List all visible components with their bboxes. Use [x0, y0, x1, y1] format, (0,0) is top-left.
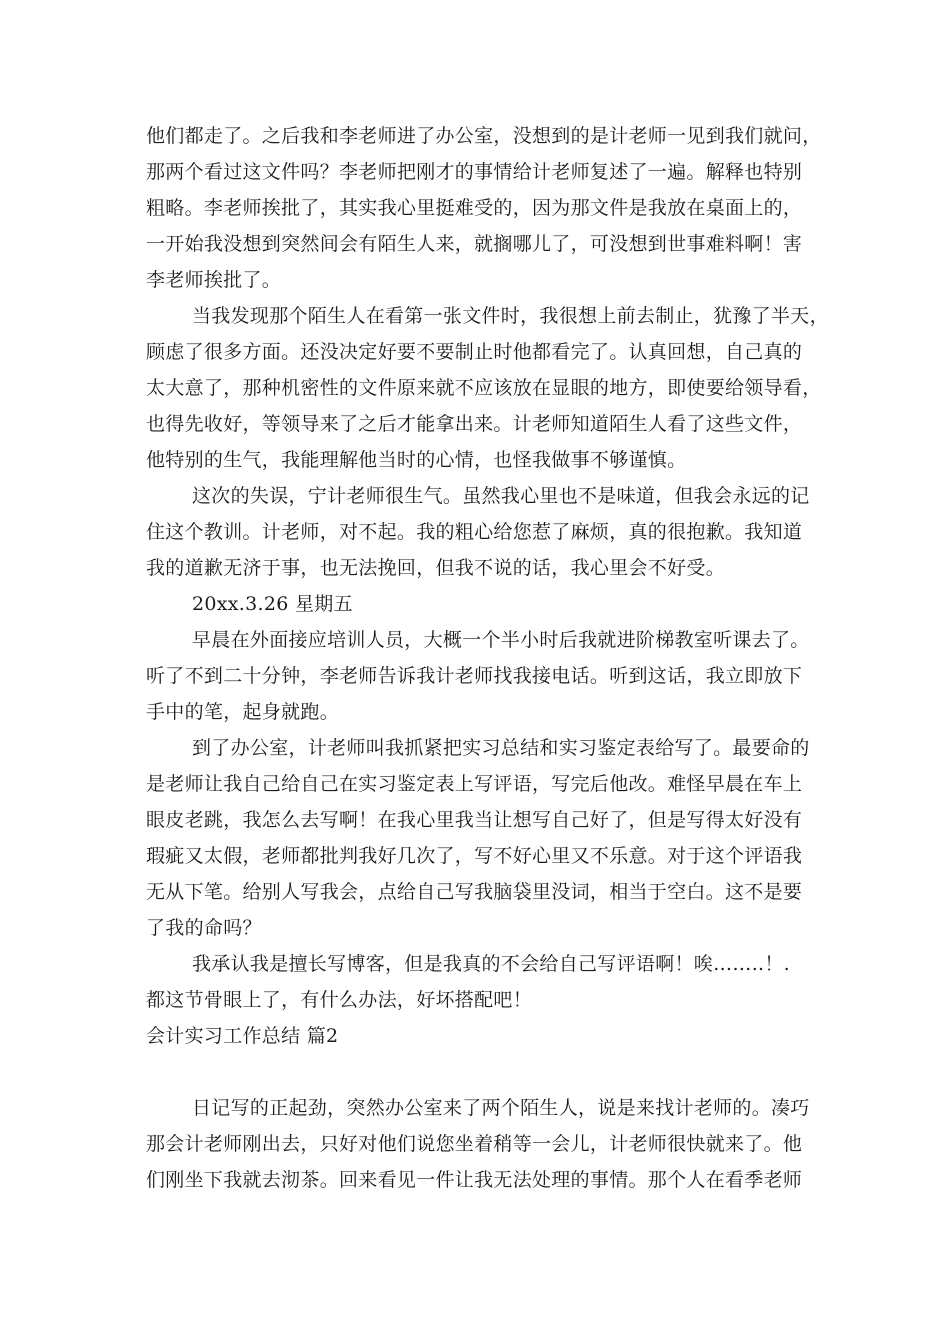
text-line: 李老师挨批了。 — [146, 269, 282, 291]
paragraph-first-line: 这次的失误，宁计老师很生气。虽然我心里也不是味道，但我会永远的记 — [192, 485, 810, 507]
text-line: 手中的笔，起身就跑。 — [146, 701, 340, 723]
text-line: 们刚坐下我就去沏茶。回来看见一件让我无法处理的事情。那个人在看季老师 — [146, 1169, 803, 1191]
paragraph-first-line: 我承认我是擅长写博客，但是我真的不会给自己写评语啊！唉……..！. — [192, 953, 791, 975]
text-line: 无从下笔。给别人写我会，点给自己写我脑袋里没词，相当于空白。这不是要 — [146, 881, 803, 903]
text-line: 那两个看过这文件吗？李老师把刚才的事情给计老师复述了一遍。解释也特别 — [146, 161, 803, 183]
text-line: 都这节骨眼上了，有什么办法，好坏搭配吧！ — [146, 989, 533, 1011]
text-line: 住这个教训。计老师，对不起。我的粗心给您惹了麻烦，真的很抱歉。我知道 — [146, 521, 803, 543]
text-line: 了我的命吗？ — [146, 917, 262, 939]
text-line: 眼皮老跳，我怎么去写啊！在我心里我当让想写自己好了，但是写得太好没有 — [146, 809, 803, 831]
text-line: 他们都走了。之后我和李老师进了办公室，没想到的是计老师一见到我们就问， — [146, 125, 822, 147]
text-line: 粗略。李老师挨批了，其实我心里挺难受的，因为那文件是我放在桌面上的， — [146, 197, 803, 219]
paragraph-first-line: 当我发现那个陌生人在看第一张文件时，我很想上前去制止，犹豫了半天， — [192, 305, 829, 327]
paragraph-first-line: 早晨在外面接应培训人员，大概一个半小时后我就进阶梯教室听课去了。 — [192, 629, 810, 651]
text-line: 他特别的生气，我能理解他当时的心情，也怪我做事不够谨慎。 — [146, 449, 687, 471]
text-line: 我的道歉无济于事，也无法挽回，但我不说的话，我心里会不好受。 — [146, 557, 726, 579]
text-line: 太大意了，那种机密性的文件原来就不应该放在显眼的地方，即使要给领导看， — [146, 377, 822, 399]
text-line: 一开始我没想到突然间会有陌生人来，就搁哪儿了，可没想到世事难料啊！害 — [146, 233, 803, 255]
text-line: 是老师让我自己给自己在实习鉴定表上写评语，写完后他改。难怪早晨在车上 — [146, 773, 803, 795]
paragraph-first-line: 到了办公室，计老师叫我抓紧把实习总结和实习鉴定表给写了。最要命的 — [192, 737, 810, 759]
text-line: 顾虑了很多方面。还没决定好要不要制止时他都看完了。认真回想，自己真的 — [146, 341, 803, 363]
paragraph-first-line: 日记写的正起劲，突然办公室来了两个陌生人，说是来找计老师的。凑巧 — [192, 1097, 810, 1119]
text-line: 那会计老师刚出去，只好对他们说您坐着稍等一会儿，计老师很快就来了。他 — [146, 1133, 803, 1155]
section-heading: 会计实习工作总结 篇2 — [146, 1025, 339, 1047]
text-line: 瑕疵又太假，老师都批判我好几次了，写不好心里又不乐意。对于这个评语我 — [146, 845, 803, 867]
text-line: 听了不到二十分钟，李老师告诉我计老师找我接电话。听到这话，我立即放下 — [146, 665, 803, 687]
text-line: 也得先收好，等领导来了之后才能拿出来。计老师知道陌生人看了这些文件， — [146, 413, 803, 435]
date-line: 20xx.3.26 星期五 — [192, 593, 353, 615]
